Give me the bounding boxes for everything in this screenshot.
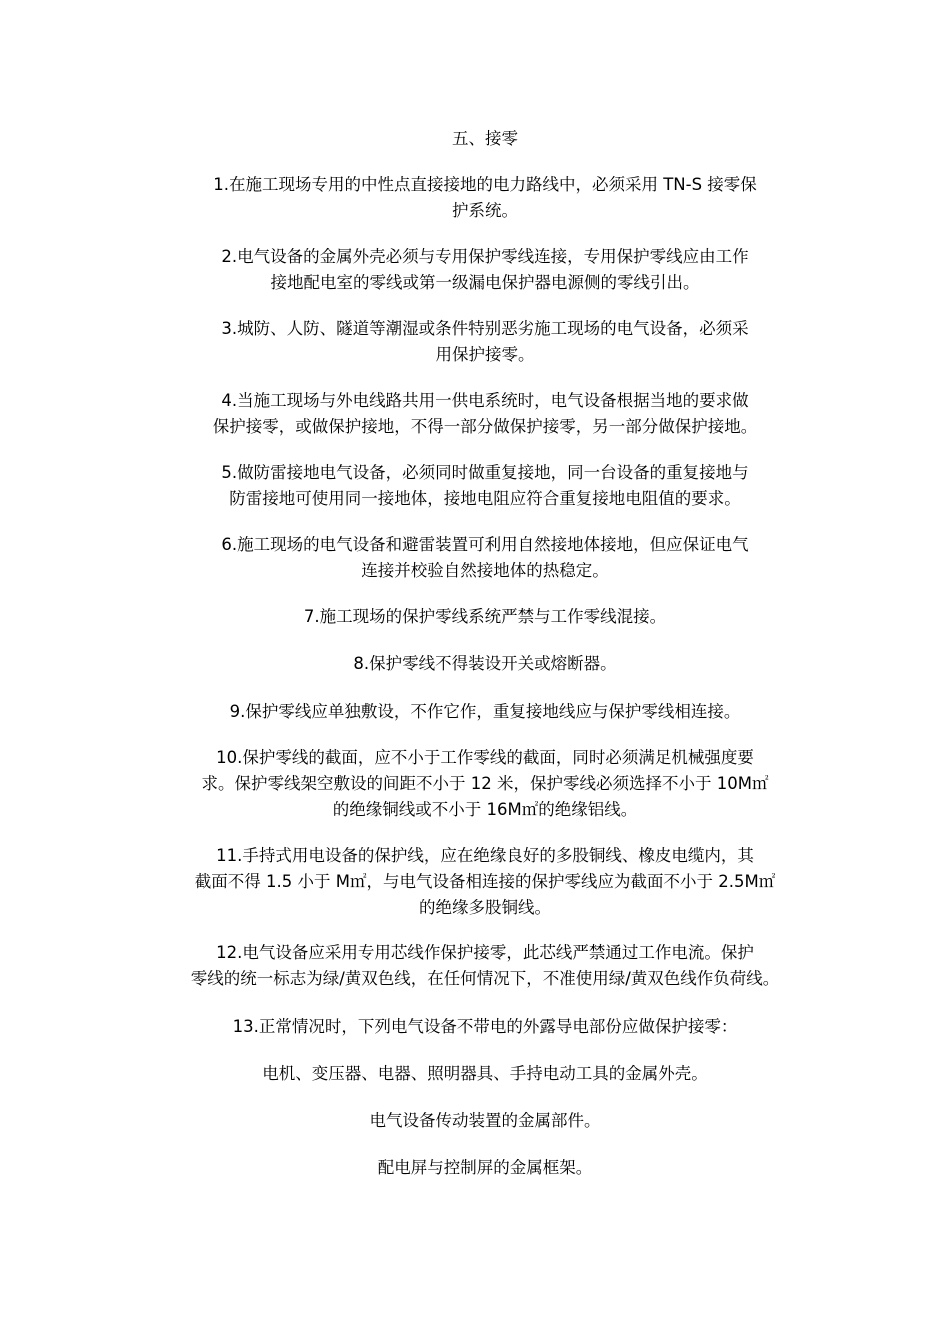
paragraph-1 — [140, 172, 830, 224]
paragraph-line: 3.城防、人防、隧道等潮湿或条件特别恶劣施工现场的电气设备，必须采 — [221, 319, 749, 338]
paragraph-line: 连接并校验自然接地体的热稳定。 — [361, 561, 609, 580]
paragraph-line: 截面不得 1.5 小于 M㎡，与电气设备相连接的保护零线应为截面不小于 2.5M㎡ — [194, 872, 776, 891]
paragraph-line: 的绝缘铜线或不小于 16M㎡的绝缘铝线。 — [332, 800, 638, 819]
paragraph-line: 求。保护零线架空敷设的间距不小于 12 米，保护零线必须选择不小于 10M㎡ — [201, 774, 769, 793]
paragraph-8 — [140, 651, 830, 677]
paragraph-10 — [140, 745, 830, 823]
paragraph-line: 1.在施工现场专用的中性点直接接地的电力路线中，必须采用 TN-S 接零保 — [213, 175, 757, 194]
paragraph-line: 用保护接零。 — [435, 345, 535, 364]
section-heading — [140, 126, 830, 152]
paragraph-7 — [140, 604, 830, 630]
paragraph-line: 11.手持式用电设备的保护线，应在绝缘良好的多股铜线、橡皮电缆内，其 — [216, 846, 754, 865]
paragraph-4 — [140, 388, 830, 440]
paragraph-9 — [140, 699, 830, 725]
paragraph-6 — [140, 532, 830, 584]
paragraph-3 — [140, 316, 830, 368]
paragraph-line: 电机、变压器、电器、照明器具、手持电动工具的金属外壳。 — [262, 1064, 708, 1083]
paragraph-12 — [140, 940, 830, 992]
paragraph-line: 护系统。 — [452, 201, 518, 220]
paragraph-line: 配电屏与控制屏的金属框架。 — [377, 1158, 593, 1177]
list-item-panel-frames — [140, 1155, 830, 1181]
paragraph-line: 防雷接地可使用同一接地体，接地电阻应符合重复接地电阻值的要求。 — [229, 489, 741, 508]
heading-text: 五、接零 — [452, 129, 518, 148]
paragraph-line: 6.施工现场的电气设备和避雷装置可利用自然接地体接地，但应保证电气 — [221, 535, 749, 554]
paragraph-line: 12.电气设备应采用专用芯线作保护接零，此芯线严禁通过工作电流。保护 — [216, 943, 754, 962]
paragraph-line: 4.当施工现场与外电线路共用一供电系统时，电气设备根据当地的要求做 — [221, 391, 749, 410]
paragraph-line: 2.电气设备的金属外壳必须与专用保护零线连接，专用保护零线应由工作 — [221, 247, 749, 266]
paragraph-line: 的绝缘多股铜线。 — [419, 898, 551, 917]
paragraph-11 — [140, 843, 830, 921]
paragraph-line: 13.正常情况时，下列电气设备不带电的外露导电部份应做保护接零： — [232, 1017, 738, 1036]
paragraph-line: 10.保护零线的截面，应不小于工作零线的截面，同时必须满足机械强度要 — [216, 748, 754, 767]
paragraph-13 — [140, 1014, 830, 1040]
list-item-metal-housings — [140, 1061, 830, 1087]
paragraph-2 — [140, 244, 830, 296]
paragraph-line: 8.保护零线不得装设开关或熔断器。 — [353, 654, 617, 673]
paragraph-line: 保护接零，或做保护接地，不得一部分做保护接零，另一部分做保护接地。 — [212, 417, 758, 436]
paragraph-line: 电气设备传动装置的金属部件。 — [369, 1111, 601, 1130]
paragraph-line: 5.做防雷接地电气设备，必须同时做重复接地，同一台设备的重复接地与 — [221, 463, 749, 482]
paragraph-line: 接地配电室的零线或第一级漏电保护器电源侧的零线引出。 — [270, 273, 700, 292]
paragraph-line: 7.施工现场的保护零线系统严禁与工作零线混接。 — [303, 607, 667, 626]
paragraph-line: 零线的统一标志为绿/黄双色线，在任何情况下，不准使用绿/黄双色线作负荷线。 — [190, 969, 780, 988]
paragraph-line: 9.保护零线应单独敷设，不作它作，重复接地线应与保护零线相连接。 — [229, 702, 741, 721]
paragraph-5 — [140, 460, 830, 512]
list-item-transmission-parts — [140, 1108, 830, 1134]
